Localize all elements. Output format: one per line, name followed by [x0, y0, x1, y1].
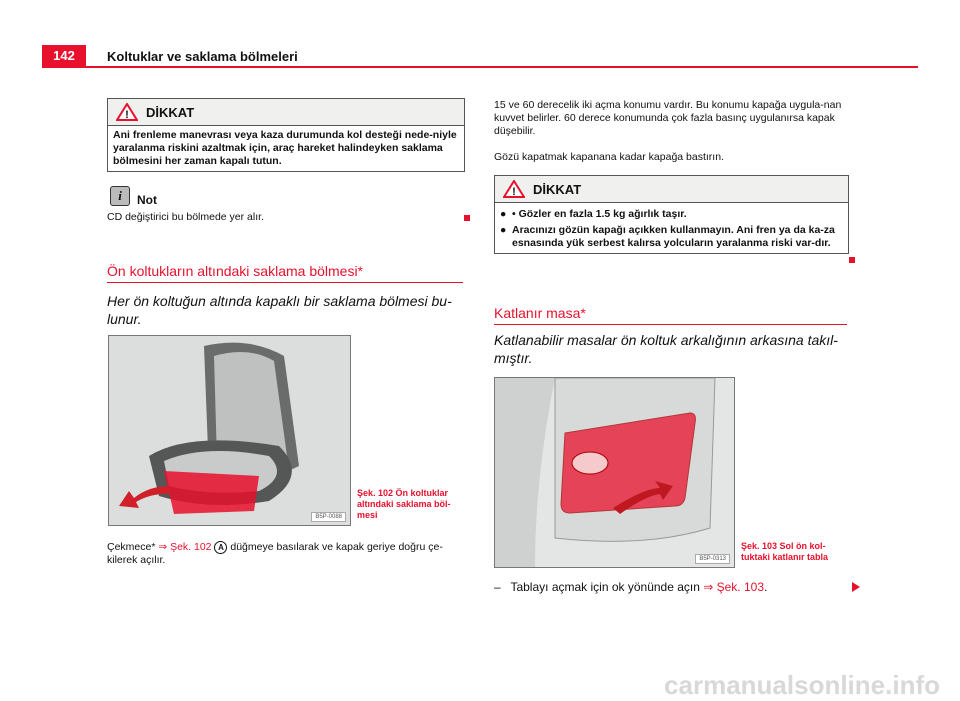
info-icon: i — [110, 186, 130, 206]
section-heading: Katlanır masa* — [494, 305, 847, 325]
figure-code: B5P-0088 — [311, 512, 346, 522]
step-end: . — [764, 580, 768, 594]
warning-icon — [116, 103, 138, 121]
figure-caption: Şek. 102 Ön koltuklar altındaki saklama böl-mesi — [357, 488, 451, 520]
section-intro: Katlanabilir masalar ön koltuk arkalığının arkasına takıl-mıştır. — [494, 332, 838, 366]
warning-box — [107, 98, 465, 172]
paragraph — [107, 541, 467, 567]
paragraph: 15 ve 60 derecelik iki açma konumu vardır. Bu konumu kapağa uygula-nan kuvvet belirler. 60 derece konumunda çok fazla basınç uygulanırsa kapak düşebilir. — [494, 99, 842, 137]
figure-seat-storage — [108, 335, 351, 526]
marker-a: A — [214, 541, 227, 554]
paragraph-text: Çekmece* — [107, 541, 159, 553]
svg-text:!: ! — [512, 186, 516, 198]
header-rule — [42, 66, 918, 68]
note-title: Not — [137, 193, 157, 207]
warning-box — [494, 175, 849, 254]
page-number: 142 — [42, 45, 86, 67]
warning-title: DİKKAT — [533, 181, 582, 197]
figure-code: B5P-0313 — [695, 554, 730, 564]
svg-text:!: ! — [125, 109, 129, 121]
warning-text: Ani frenleme manevrası veya kaza durumunda kol desteği nede-niyle yaralanma riskini azaltmak için, araç hareket halindeyken saklama bölmesini her zaman kapalı tutun. — [113, 129, 457, 167]
figure-folding-table — [494, 377, 735, 568]
figure-caption: Şek. 103 Sol ön kol-tuktaki katlanır tabla — [741, 541, 829, 562]
note-text: CD değiştirici bu bölmede yer alır. — [107, 211, 264, 223]
figure-link[interactable]: ⇒ Şek. 102 — [158, 541, 212, 553]
step-item — [494, 580, 767, 594]
section-intro: Her ön koltuğun altında kapaklı bir saklama bölmesi bu-lunur. — [107, 293, 452, 327]
end-marker — [464, 215, 470, 221]
warning-title: DİKKAT — [146, 104, 195, 120]
warning-item-text: Aracınızı gözün kapağı açıkken kullanmayın. Ani fren ya da ka-za esnasında yük serbest kalırsa yolcuların yaralanma riski var-dır. — [512, 224, 835, 249]
warning-item-text: • Gözler en fazla 1.5 kg ağırlık taşır. — [512, 208, 687, 220]
warning-item: ● Aracınızı gözün kapağı açıkken kullanmayın. Ani fren ya da ka-za esnasında yük serbest kalırsa yolcuların yaralanma riski var-dır. — [500, 224, 843, 250]
paragraph-text-end: düğmeye basılarak ve kapak geriye doğru çe-kilerek açılır. — [107, 541, 443, 566]
paragraph: Gözü kapatmak kapanana kadar kapağa bastırın. — [494, 151, 724, 163]
figure-link[interactable]: ⇒ Şek. 103 — [703, 580, 764, 594]
step-text: – Tablayı açmak için ok yönünde açın — [494, 580, 704, 594]
end-marker — [849, 257, 855, 263]
continue-arrow-icon — [852, 582, 860, 592]
page-title: Koltuklar ve saklama bölmeleri — [107, 49, 298, 64]
section-heading: Ön koltukların altındaki saklama bölmesi* — [107, 263, 463, 283]
warning-icon — [503, 180, 525, 198]
warning-item: ● • Gözler en fazla 1.5 kg ağırlık taşır. — [500, 208, 687, 220]
watermark: carmanualsonline.info — [664, 670, 940, 700]
seat-illustration — [109, 336, 350, 525]
table-illustration — [495, 378, 734, 567]
